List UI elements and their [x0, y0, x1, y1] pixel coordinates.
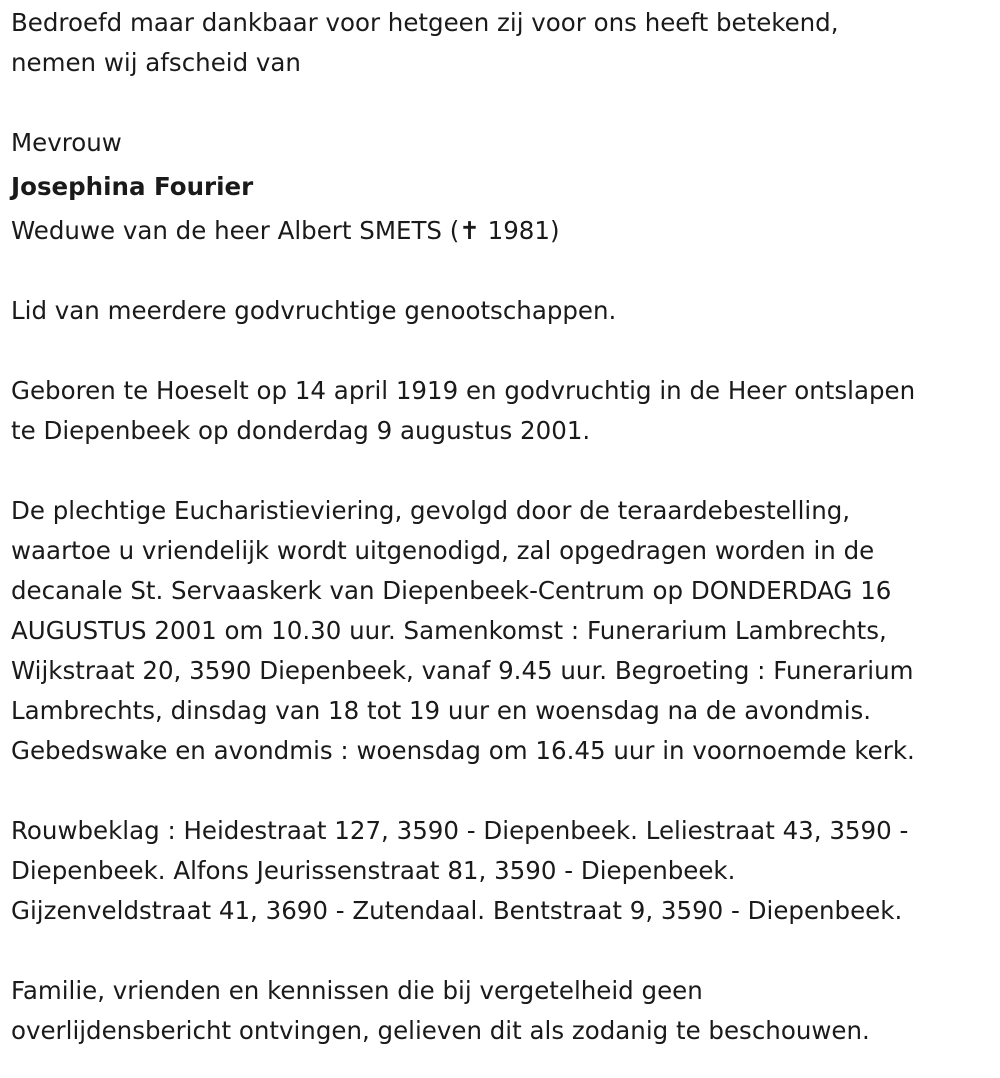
condolences-line-3: Gijzenveldstraat 41, 3690 - Zutendaal. Bentstraat 9, 3590 - Diepenbeek. [11, 896, 903, 925]
condolences-paragraph [11, 811, 989, 931]
condolences-line-1: Rouwbeklag : Heidestraat 127, 3590 - Diepenbeek. Leliestraat 43, 3590 - [11, 816, 909, 845]
closing-paragraph [11, 971, 989, 1051]
intro-paragraph [11, 3, 989, 83]
spacer [11, 83, 989, 123]
ceremony-line-3: decanale St. Servaaskerk van Diepenbeek-Centrum op DONDERDAG 16 [11, 576, 892, 605]
deceased-name: Josephina Fourier [11, 172, 254, 201]
condolences-line-2: Diepenbeek. Alfons Jeurissenstraat 81, 3590 - Diepenbeek. [11, 856, 736, 885]
ceremony-line-1: De plechtige Eucharistieviering, gevolgd door de teraardebestelling, [11, 496, 851, 525]
ceremony-line-5: Wijkstraat 20, 3590 Diepenbeek, vanaf 9.45 uur. Begroeting : Funerarium [11, 656, 914, 685]
spacer [11, 331, 989, 371]
ceremony-line-2: waartoe u vriendelijk wordt uitgenodigd, zal opgedragen worden in de [11, 536, 875, 565]
spacer [11, 251, 989, 291]
birth-death-paragraph [11, 371, 989, 451]
spacer [11, 931, 989, 971]
membership-line: Lid van meerdere godvruchtige genootschappen. [11, 296, 617, 325]
spacer [11, 451, 989, 491]
widow-line: Weduwe van de heer Albert SMETS (✝ 1981) [11, 216, 560, 245]
ceremony-line-7: Gebedswake en avondmis : woensdag om 16.45 uur in voornoemde kerk. [11, 736, 915, 765]
closing-line-1: Familie, vrienden en kennissen die bij vergetelheid geen [11, 976, 703, 1005]
intro-line-2: nemen wij afscheid van [11, 48, 301, 77]
ceremony-line-6: Lambrechts, dinsdag van 18 tot 19 uur en woensdag na de avondmis. [11, 696, 872, 725]
birth-death-line-1: Geboren te Hoeselt op 14 april 1919 en godvruchtig in de Heer ontslapen [11, 376, 916, 405]
birth-death-line-2: te Diepenbeek op donderdag 9 augustus 2001. [11, 416, 591, 445]
ceremony-paragraph [11, 491, 989, 771]
honorific-title: Mevrouw [11, 128, 122, 157]
closing-line-2: overlijdensbericht ontvingen, gelieven dit als zodanig te beschouwen. [11, 1016, 870, 1045]
intro-line-1: Bedroefd maar dankbaar voor hetgeen zij voor ons heeft betekend, [11, 8, 839, 37]
spacer [11, 771, 989, 811]
ceremony-line-4: AUGUSTUS 2001 om 10.30 uur. Samenkomst : Funerarium Lambrechts, [11, 616, 887, 645]
